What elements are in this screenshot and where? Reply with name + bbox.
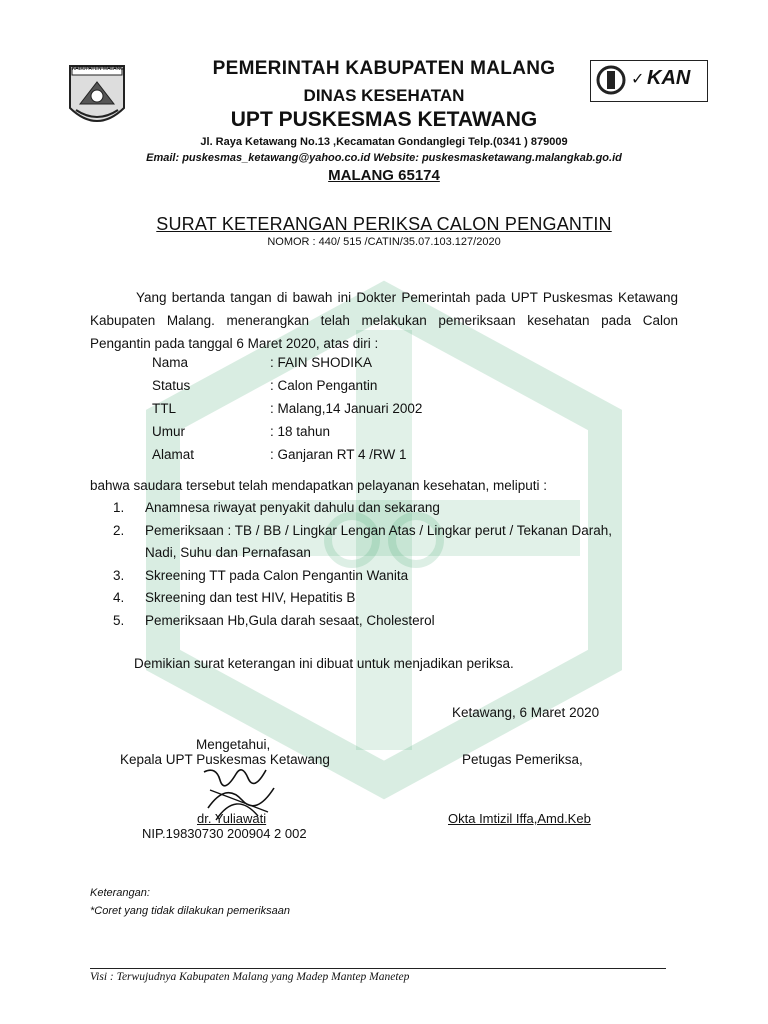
examiner-label: Petugas Pemeriksa, [462,752,583,767]
header-institution: UPT PUSKESMAS KETAWANG [230,108,538,131]
doctor-name: dr. Yuliawati [197,811,267,826]
list-item-number: 3. [113,567,125,583]
list-item-text: Pemeriksaan : TB / BB / Lingkar Lengan Atas / Lingkar perut / Tekanan Darah, [145,522,613,538]
field-label: Umur [152,424,185,439]
field-label: Alamat [152,447,195,462]
footer-divider [90,968,666,969]
place-date: Ketawang, 6 Maret 2020 [452,705,600,720]
document-title: SURAT KETERANGAN PERIKSA CALON PENGANTIN [156,214,612,234]
acknowledged-label: Mengetahui, [196,737,271,752]
list-item-text: Nadi, Suhu dan Pernafasan [145,545,311,560]
examiner-name: Okta Imtizil Iffa,Amd.Keb [448,811,591,826]
list-item-text: Pemeriksaan Hb,Gula darah sesaat, Cholesterol [145,612,435,628]
field-value: : Calon Pengantin [270,378,378,393]
list-item-text: Skreening TT pada Calon Pengantin Wanita [145,567,409,583]
notes-heading: Keterangan: [90,887,150,899]
intro-text: Yang bertanda tangan di bawah ini Dokter Pemerintah pada UPT Puskesmas Ketawang Kabupaten Malang. menerangkan telah melakukan pemeriksaan kesehatan pada Calon Pengantin pada tanggal 6 Maret 2020, atas diri : [90,290,678,351]
field-label: Nama [152,355,189,370]
notes-text: *Coret yang tidak dilakukan pemeriksaan [90,905,290,917]
field-value: : FAIN SHODIKA [270,355,373,370]
list-item-text: Skreening dan test HIV, Hepatitis B [145,590,356,605]
document-number: NOMOR : 440/ 515 /CATIN/35.07.103.127/2020 [267,236,501,248]
kan-logo-text: KAN [647,67,691,89]
logo-left-caption: KABUPATEN MALANG [71,66,125,72]
list-item-number: 5. [113,612,125,628]
header-address: Jl. Raya Ketawang No.13 ,Kecamatan Gondanglegi Telp.(0341 ) 879009 [200,136,568,148]
header-government: PEMERINTAH KABUPATEN MALANG [212,58,556,79]
doctor-nip: NIP.19830730 200904 2 002 [142,826,307,841]
list-item-number: 2. [113,522,125,538]
list-item-number: 4. [113,590,125,605]
header-email: Email: puskesmas_ketawang@yahoo.co.id Website: puskesmasketawang.malangkab.go.id [146,152,622,164]
intro-paragraph [90,286,678,355]
field-value: : Ganjaran RT 4 /RW 1 [270,447,407,462]
field-value: : 18 tahun [270,424,331,439]
header-city: MALANG 65174 [328,167,440,184]
field-label: Status [152,378,191,393]
header-department: DINAS KESEHATAN [303,86,465,105]
head-title: Kepala UPT Puskesmas Ketawang [120,752,330,767]
field-label: TTL [152,401,177,416]
list-item-text: Anamnesa riwayat penyakit dahulu dan sekarang [145,500,440,515]
closing-text: Demikian surat keterangan ini dibuat untuk menjadikan periksa. [134,656,514,671]
check-mark-icon: ✓ [631,71,645,88]
footer-vision: Visi : Terwujudnya Kabupaten Malang yang Madep Mantep Manetep [90,971,410,983]
field-value: : Malang,14 Januari 2002 [270,401,423,416]
list-item-number: 1. [113,500,125,515]
services-intro: bahwa saudara tersebut telah mendapatkan pelayanan kesehatan, meliputi : [90,478,548,493]
